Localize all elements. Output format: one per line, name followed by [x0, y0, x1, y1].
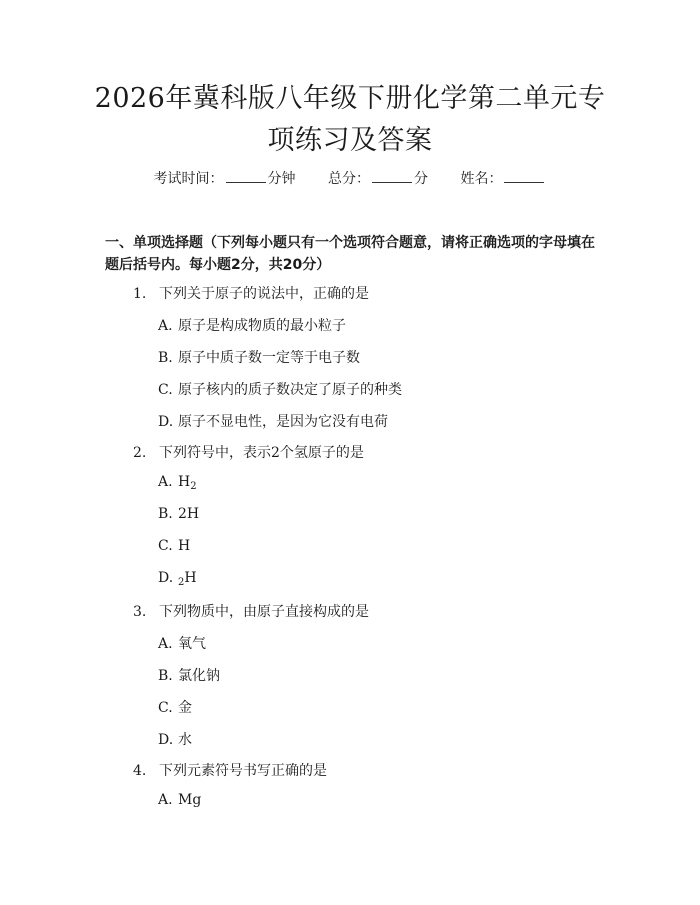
option-letter: B. — [158, 668, 173, 684]
option-text: 金 — [178, 700, 192, 716]
formula-subscript: 2 — [190, 481, 197, 492]
question-1 — [133, 283, 369, 303]
option-letter: A. — [158, 792, 173, 808]
option-2d — [158, 570, 197, 588]
option-letter: C. — [158, 700, 173, 716]
name-label: 姓名： — [460, 171, 503, 187]
option-letter: C. — [158, 382, 173, 398]
option-text: 氧气 — [178, 636, 206, 652]
score-unit: 分 — [414, 171, 428, 187]
option-letter: B. — [158, 350, 173, 366]
option-3c — [158, 697, 192, 717]
option-text: H — [178, 538, 191, 554]
option-2b — [158, 506, 199, 522]
option-text: 2H — [178, 506, 200, 522]
time-unit: 分钟 — [267, 171, 296, 187]
question-4 — [133, 760, 327, 780]
option-text: 原子中质子数一定等于电子数 — [178, 350, 360, 366]
exam-info-line — [0, 168, 700, 188]
option-letter: D. — [158, 732, 174, 748]
option-3a — [158, 633, 206, 653]
option-text: 水 — [178, 732, 192, 748]
exam-name — [460, 171, 546, 187]
time-blank — [226, 170, 266, 183]
option-text: 原子不显电性，是因为它没有电荷 — [178, 414, 388, 430]
question-stem: 下列物质中，由原子直接构成的是 — [159, 604, 369, 620]
option-letter: A. — [158, 474, 173, 490]
option-text: 氯化钠 — [178, 668, 220, 684]
question-number: 3. — [133, 604, 147, 620]
option-letter: B. — [158, 506, 173, 522]
option-1d — [158, 411, 388, 431]
option-4a — [158, 792, 201, 808]
option-2c — [158, 538, 190, 554]
exam-time — [154, 171, 296, 187]
option-letter: C. — [158, 538, 173, 554]
question-3 — [133, 601, 369, 621]
option-text: Mg — [178, 792, 202, 808]
formula-main: H — [178, 474, 191, 490]
section-heading: 一、单项选择题（下列每小题只有一个选项符合题意，请将正确选项的字母填在题后括号内。每小题2分，共20分） — [105, 235, 595, 273]
question-stem: 下列符号中，表示2个氢原子的是 — [159, 445, 364, 461]
option-1c — [158, 379, 402, 399]
exam-score — [328, 171, 428, 187]
option-letter: D. — [158, 570, 174, 586]
option-letter: A. — [158, 636, 173, 652]
question-2 — [133, 442, 364, 462]
question-stem: 下列元素符号书写正确的是 — [159, 763, 327, 779]
option-1a — [158, 315, 346, 335]
option-3d — [158, 729, 192, 749]
question-stem: 下列关于原子的说法中，正确的是 — [159, 286, 369, 302]
option-letter: A. — [158, 318, 173, 334]
option-2a — [158, 474, 197, 492]
option-3b — [158, 665, 220, 685]
score-label: 总分： — [328, 171, 370, 187]
question-number: 2. — [133, 445, 147, 461]
document-title: 2026年冀科版八年级下册化学第二单元专项练习及答案 — [94, 83, 606, 156]
question-number: 1. — [133, 286, 147, 302]
option-text: 原子是构成物质的最小粒子 — [178, 318, 346, 334]
time-label: 考试时间： — [153, 171, 224, 187]
formula-main: H — [184, 570, 197, 586]
name-blank — [504, 170, 544, 183]
option-1b — [158, 347, 360, 367]
option-letter: D. — [158, 414, 174, 430]
formula-prefix-subscript: 2 — [178, 577, 185, 588]
score-blank — [372, 170, 412, 183]
option-text: 原子核内的质子数决定了原子的种类 — [178, 382, 402, 398]
question-number: 4. — [133, 763, 147, 779]
